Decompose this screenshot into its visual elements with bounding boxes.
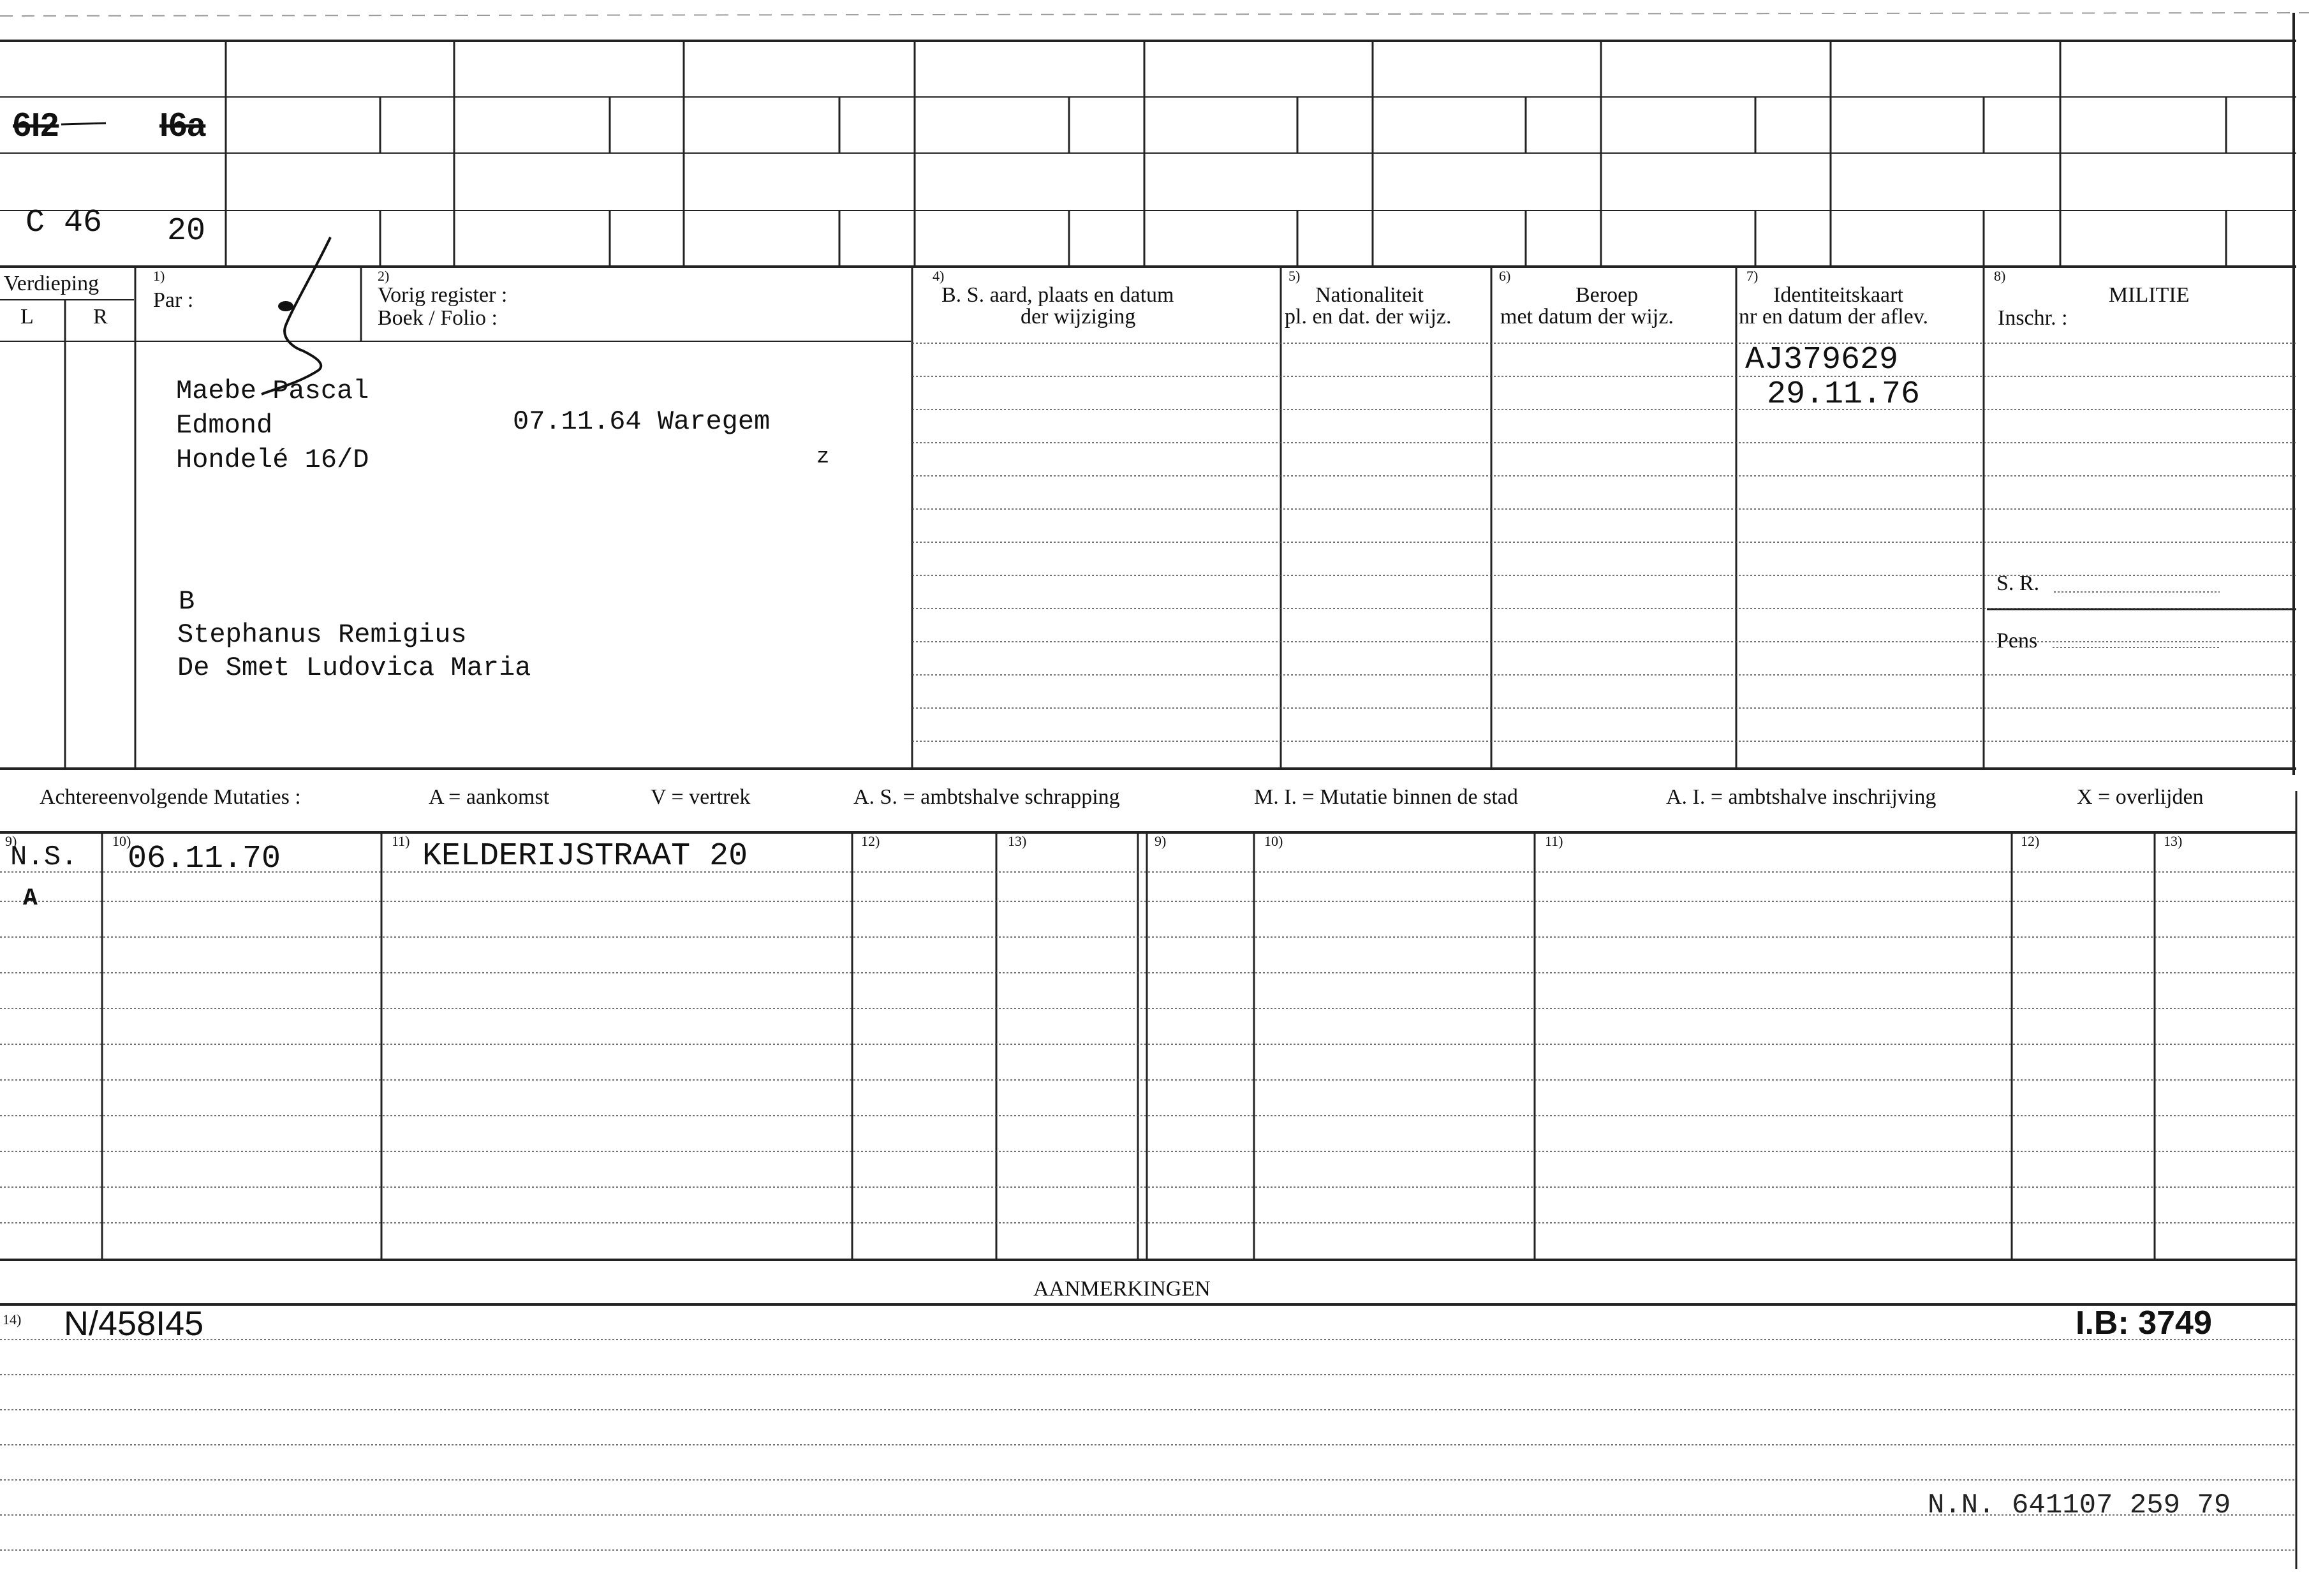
col5-header-line2: pl. en dat. der wijz. [1285,305,1452,329]
small-mark-z: z [816,445,830,469]
col4-header-line1: B. S. aard, plaats en datum [941,283,1174,307]
legend-official-registration: A. I. = ambtshalve inschrijving [1666,785,1936,809]
mutations-legend-title: Achtereenvolgende Mutaties : [40,785,301,809]
code-c46: C 46 [26,205,103,241]
mut-col13-left: 13) [1008,833,1027,849]
militie-header: MILITIE [2109,283,2190,307]
inschr-label: Inschr. : [1998,306,2068,330]
col4-header-line2: der wijziging [1021,305,1136,329]
remarks-reference-number: N/458I45 [64,1304,204,1343]
col8-number: 8) [1994,268,2006,284]
mutation-street: KELDERIJSTRAAT 20 [422,838,748,875]
col5-header-line1: Nationaliteit [1315,283,1424,307]
col6-header-line1: Beroep [1575,283,1639,307]
mutation-type: N.S. [10,841,78,873]
remarks-number-label: 14) [3,1312,22,1327]
code-20: 20 [167,213,206,249]
floor-right-label: R [93,305,108,329]
col7-header-line1: Identiteitskaart [1773,283,1903,307]
floor-left-label: L [20,305,34,329]
remarks-ib-number: I.B: 3749 [2076,1304,2212,1341]
mutation-date: 06.11.70 [128,841,281,877]
mut-col11-left: 11) [392,833,410,849]
mother-name: De Smet Ludovica Maria [177,653,531,683]
legend-internal-mutation: M. I. = Mutatie binnen de stad [1254,785,1518,809]
col1-par-label: Par : [153,288,194,312]
col6-number: 6) [1499,268,1511,284]
col2-book-folio-label: Boek / Folio : [378,306,498,330]
struck-code-right: I6a [159,107,206,144]
mut-col10-left: 10) [112,833,131,849]
col7-header-line2: nr en datum der aflev. [1739,305,1929,329]
sr-label: S. R. [1996,572,2040,595]
id-card-number: AJ379629 [1745,342,1899,378]
mut-col9-right: 9) [1154,833,1167,849]
col6-header-line2: met datum der wijz. [1500,305,1674,329]
struck-code-left: 6I2 [13,107,59,144]
father-name: Stephanus Remigius [177,619,467,650]
legend-death: X = overlijden [2077,785,2204,809]
remarks-national-number: N.N. 641107 259 79 [1928,1489,2231,1521]
mut-col13-right: 13) [2164,833,2183,849]
pens-label: Pens [1996,629,2038,653]
legend-departure: V = vertrek [651,785,751,809]
handwritten-flourish [255,230,344,395]
col2-previous-register-label: Vorig register : [378,283,508,307]
mut-col11-right: 11) [1545,833,1563,849]
person-address: Hondelé 16/D [176,445,369,475]
col2-number: 2) [378,268,390,284]
col7-number: 7) [1746,268,1759,284]
person-birth-date-place: 07.11.64 Waregem [513,406,771,437]
mut-col12-right: 12) [2021,833,2040,849]
person-second-name: Edmond [176,410,273,441]
col4-number: 4) [933,268,945,284]
mut-col9-left: 9) [5,833,17,849]
strike-connector-line [61,118,106,131]
remarks-header: AANMERKINGEN [1033,1277,1211,1301]
civil-status: B [179,586,195,617]
col5-number: 5) [1288,268,1301,284]
mut-col10-right: 10) [1264,833,1283,849]
mut-col12-left: 12) [861,833,880,849]
person-name: Maebe Pascal [176,376,369,406]
legend-official-removal: A. S. = ambtshalve schrapping [853,785,1120,809]
legend-arrival: A = aankomst [429,785,550,809]
id-card-date: 29.11.76 [1767,376,1921,413]
col1-number: 1) [153,268,165,284]
floor-header: Verdieping [4,272,100,295]
mutation-type-mark: A [23,885,38,912]
